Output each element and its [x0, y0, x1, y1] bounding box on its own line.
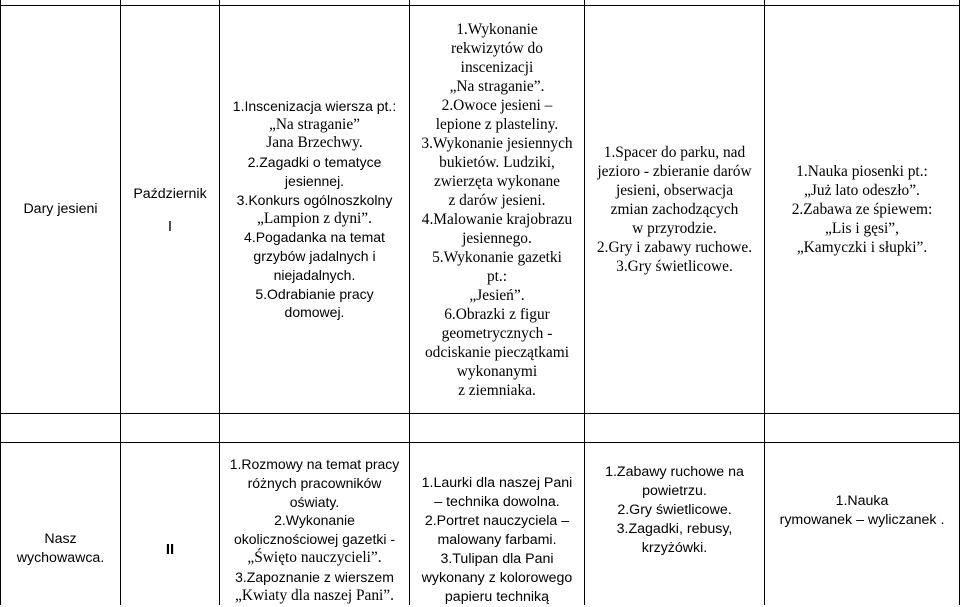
row-divider: [0, 413, 960, 414]
row2-outdoor-activities: [585, 443, 764, 605]
row1-music-activities: [765, 6, 959, 413]
row2-art-list: 1.Laurki dla naszej Pani – technika dowolna. 2.Portret nauczyciela – malowany farbami. 3.Tulipan dla Pani wykonany z kolorowego papieru techniką: [421, 475, 573, 605]
row2-music-list: 1.Nauka rymowanek – wyliczanek .: [779, 493, 945, 528]
row1-number: I: [167, 217, 173, 235]
row1-activities-list: 1.Inscenizacja wiersza pt.: „Na straganie” Jana Brzechwy. 2.Zagadki o tematyce jesiennej. 3.Konkurs ogólnoszkolny „Lampion z dyni”. 4.Pogadanka na temat grzybów jadalnych i niejadalnych. 5.Odrabianie pracy domowej.: [232, 97, 397, 321]
row2-art-activities: [410, 443, 584, 605]
row2-number: II: [165, 540, 175, 558]
row1-outdoor-activities: [585, 6, 764, 413]
row2-number-cell: [121, 443, 219, 605]
row1-month-number: [121, 6, 219, 413]
row1-music-list: 1.Nauka piosenki pt.: „Już lato odeszło”. 2.Zabawa ze śpiewem: „Lis i gęsi”, „Kamyczki i słupki”.: [791, 163, 933, 256]
row1-outdoor-list: 1.Spacer do parku, nad jezioro - zbieranie darów jesieni, obserwacja zmian zachodzących w przyrodzie. 2.Gry i zabawy ruchowe. 3.Gry świetlicowe.: [596, 144, 753, 275]
row1-activities: [220, 6, 409, 413]
row1-topic: Dary jesieni: [23, 201, 98, 217]
row2-activities: [220, 443, 409, 605]
row1-art-list: 1.Wykonanie rekwizytów do inscenizacji „Na straganie”. 2.Owoce jesieni – lepione z plasteliny. 3.Wykonanie jesiennych bukietów. Ludziki, zwierzęta wykonane z darów jesieni. 4.Malowanie krajobrazu jesiennego. 5.Wykonanie gazetki pt.: „Jesień”. 6.Obrazki z figur geometrycznych - odciskanie pieczątkami wykonanymi z ziemniaka.: [421, 20, 573, 399]
row2-activities-list: 1.Rozmowy na temat pracy różnych pracowników oświaty. 2.Wykonanie okolicznościowej gazetki - „Święto nauczycieli”. 3.Zapoznanie z wierszem „Kwiaty dla naszej Pani”.: [229, 456, 400, 604]
row1-art-activities: [410, 6, 584, 413]
row2-music-activities: [765, 443, 959, 605]
row2-outdoor-list: 1.Zabawy ruchowe na powietrzu. 2.Gry świetlicowe. 3.Zagadki, rebusy, krzyżówki.: [605, 464, 744, 556]
row2-topic: Nasz wychowawca.: [16, 531, 105, 566]
row1-month: Październik: [133, 185, 207, 202]
